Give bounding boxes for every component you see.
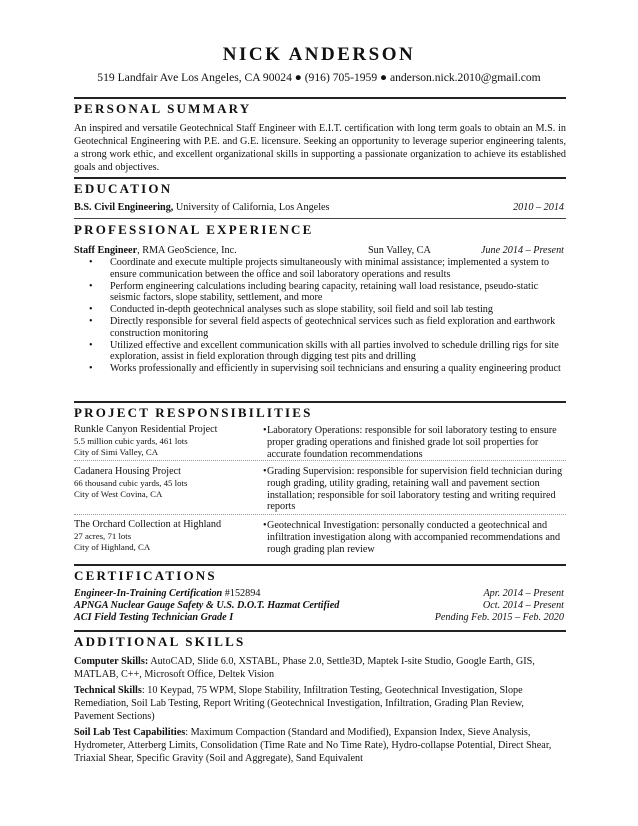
experience-bullets [74,257,566,375]
project-info [74,466,244,499]
skill-label: Technical Skills [74,685,142,696]
summary-text: An inspired and versatile Geotechnical Staff Engineer with E.I.T. certification with long term goals to obtain an M.S. in Geotechnical Engineering with P.E. and G.E. licensure. Seeking an opportunity to leverage superior engineering talents, a strong work ethic, and excellent organizational skills in supporting a passionate organization to achieve its established goals and objectives. [74,123,566,173]
skill-soil-lab [74,726,566,765]
experience-bullet: • Conducted in-depth geotechnical analyses such as slope stability, soil field and soil lab testing [74,304,566,316]
project-size: 66 thousand cubic yards, 45 lots [74,478,188,488]
project-location: City of Simi Valley, CA [74,446,159,457]
experience-heading: PROFESSIONAL EXPERIENCE [74,222,314,237]
contact-line: 519 Landfair Ave Los Angeles, CA 90024 ● (916) 705-1959 ● anderson.nick.2010@gmail.com [97,71,541,84]
projects-heading: PROJECT RESPONSIBILITIES [74,405,313,420]
cert-name: APNGA Nuclear Gauge Safety & U.S. D.O.T. Hazmat Certified [74,600,340,611]
skill-text: AutoCAD, Slide 6.0, XSTABL, Phase 2.0, Settle3D, Maptek I-site Studio, Google Earth, GIS, MATLAB, C++, Microsoft Office, Deltek Vision [74,656,535,680]
job-dates: June 2014 – Present [480,245,564,256]
project-desc: • Laboratory Operations: responsible for soil laboratory testing to ensure proper grading operations and finished grade lot soil properties for accurate foundation recommendations [248,425,566,460]
summary-rule [74,97,566,99]
skill-technical [74,684,566,723]
experience-bullet: • Utilized effective and excellent communication skills with all parties involved to schedule drilling rigs for site exploration, assist in field exploration through digging test pits and drilling [74,340,566,364]
resume-name: NICK ANDERSON [222,44,416,65]
certifications-rule [74,564,566,566]
education-degree: B.S. Civil Engineering, [74,202,174,213]
job-company: , RMA GeoScience, Inc. [137,245,237,256]
skill-label: Computer Skills: [74,656,149,667]
project-name: Runkle Canyon Residential Project [74,424,218,435]
education-entry [74,201,330,214]
education-dates: 2010 – 2014 [513,202,564,213]
education-rule [74,177,566,179]
project-divider [74,514,566,515]
experience-rule [74,218,566,219]
project-info [74,519,244,552]
project-name: Cadanera Housing Project [74,466,181,477]
skill-text: : Maximum Compaction (Standard and Modified), Expansion Index, Sieve Analysis, Hydrometer, Atterberg Limits, Consolidation (Time Rate and No Time Rate), Hydro-collapse Potential, Direct Shear, Triaxial Shear, Specific Gravity (Soil and Aggregate), Sand Equivalent [74,727,552,764]
cert-item [74,611,233,624]
project-desc-list [248,520,566,555]
projects-rule [74,401,566,403]
skill-label: Soil Lab Test Capabilities [74,727,186,738]
education-heading: EDUCATION [74,181,173,196]
project-size: 5.5 million cubic yards, 461 lots [74,436,188,446]
project-location: City of West Covina, CA [74,488,163,499]
skill-text: : 10 Keypad, 75 WPM, Slope Stability, Infiltration Testing, Geotechnical Investigation, Slope Remediation, Soil Lab Testing, Report Writing (Geotechnical Investigation, Infiltration, Grading Plan Review, Pavement Sections) [74,685,524,722]
cert-dates: Apr. 2014 – Present [483,588,564,599]
certifications-heading: CERTIFICATIONS [74,568,217,583]
skill-computer [74,655,566,681]
cert-dates: Pending Feb. 2015 – Feb. 2020 [434,612,564,623]
project-desc: • Grading Supervision: responsible for supervision field technician during rough grading, utility grading, retaining wall and pavement section installation; responsible for soil laboratory testing and writing required reports [248,466,566,513]
job-title: Staff Engineer [74,245,138,256]
project-location: City of Highland, CA [74,541,151,552]
skills-rule [74,630,566,632]
project-info [74,424,244,457]
project-size: 27 acres, 71 lots [74,531,132,541]
job-location: Sun Valley, CA [368,245,431,256]
summary-heading: PERSONAL SUMMARY [74,101,252,116]
experience-bullet: • Works professionally and efficiently in supervising soil technicians and ensuring a quality engineering product [74,363,566,375]
project-desc: • Geotechnical Investigation: personally conducted a geotechnical and infiltration investigation along with accompanied recommendations and rough grading plan review [248,520,566,555]
education-school: University of California, Los Angeles [173,202,330,213]
cert-dates: Oct. 2014 – Present [482,600,564,611]
cert-name: Engineer-In-Training Certification [74,588,223,599]
project-divider [74,460,566,461]
project-desc-list [248,466,566,513]
experience-bullet: • Perform engineering calculations including bearing capacity, retaining wall load resistance, pseudo-static seismic factors, slope stability, settlement, and more [74,281,566,305]
project-desc-list [248,425,566,460]
skills-heading: ADDITIONAL SKILLS [74,634,246,649]
job-title-line [74,244,237,257]
experience-bullet: • Directly responsible for several field aspects of geotechnical services such as field exploration and earthwork construction monitoring [74,316,566,340]
cert-name: ACI Field Testing Technician Grade I [74,612,234,623]
project-name: The Orchard Collection at Highland [74,519,222,530]
cert-number: #152894 [222,588,261,599]
experience-bullet: • Coordinate and execute multiple projects simultaneously with minimal assistance; implemented a system to ensure communication between the office and soil laboratory operations and results [74,257,566,281]
